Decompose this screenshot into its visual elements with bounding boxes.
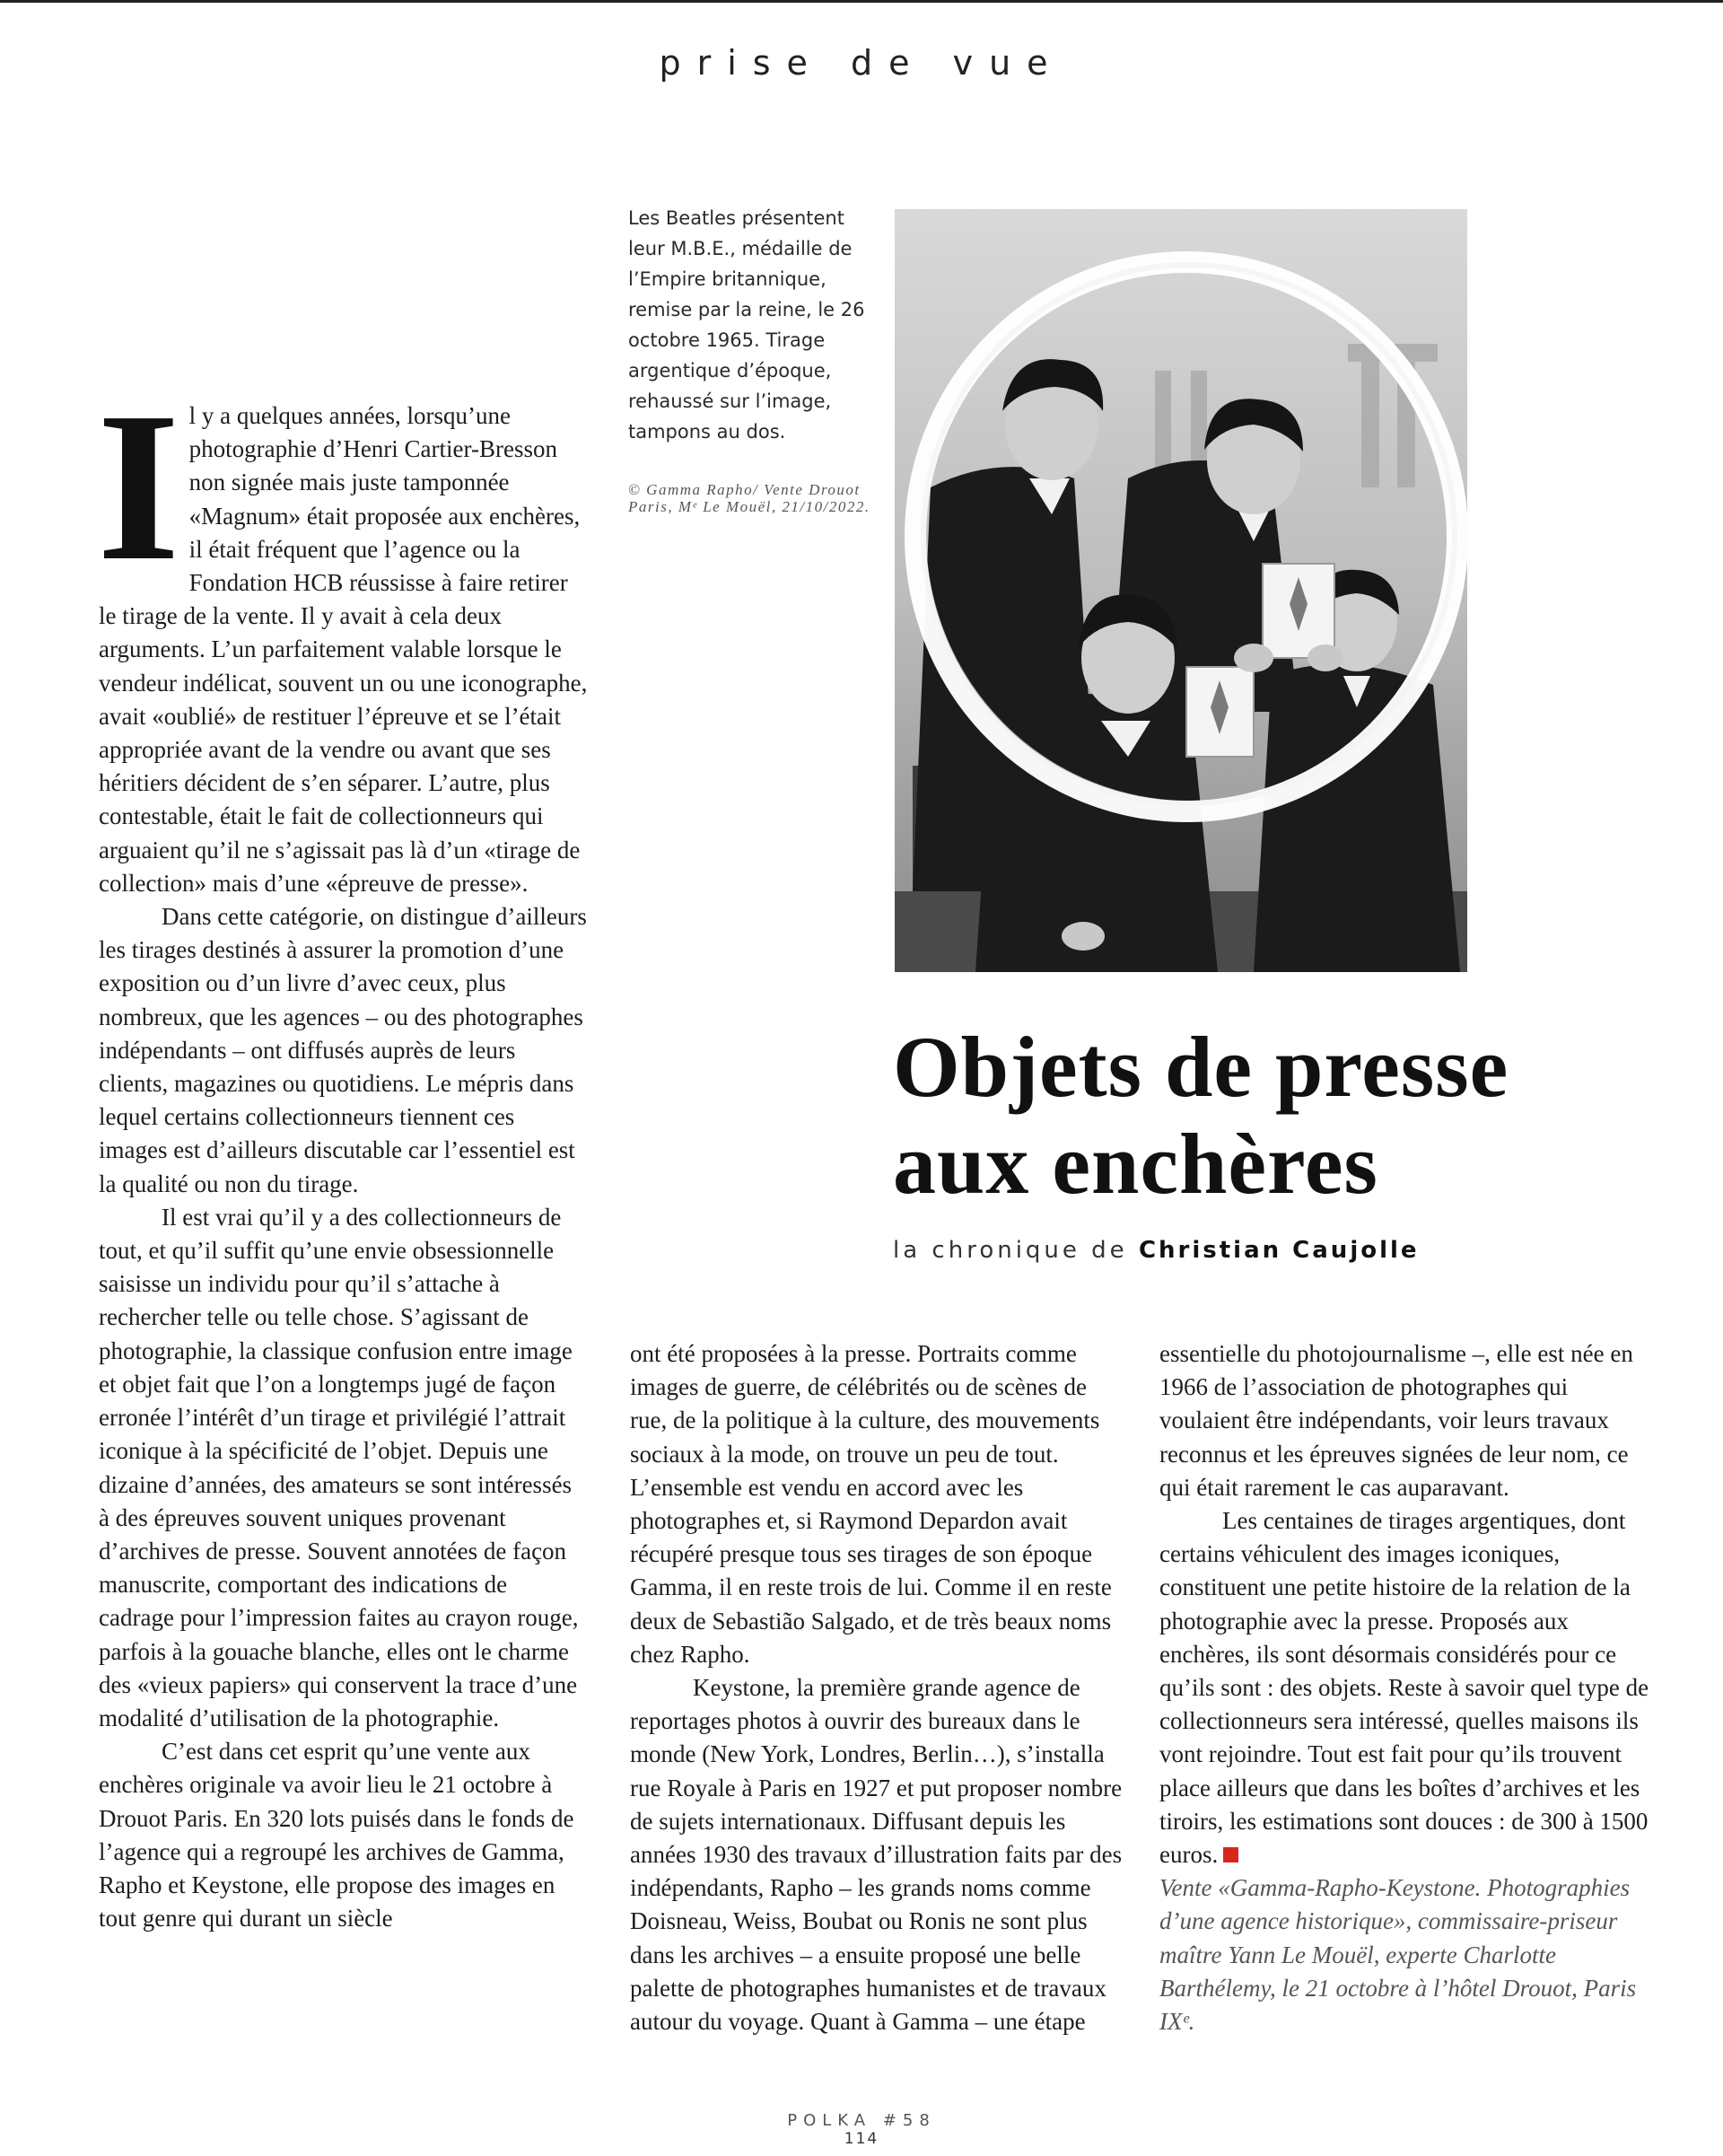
- body-column-2: [630, 1337, 1128, 2038]
- photo-caption: Les Beatles présentent leur M.B.E., médaille de l’Empire britannique, remise par la reine, le 26 octobre 1965. Tirage argentique d’époque, rehaussé sur l’image, tampons au dos.: [628, 207, 865, 443]
- body-column-1: [97, 369, 588, 1935]
- photo-illustration: [895, 209, 1467, 972]
- beatles-photo: [895, 209, 1467, 972]
- top-rule: [0, 0, 1723, 3]
- page-number: 114: [844, 2130, 879, 2148]
- byline-prefix: la chronique de: [893, 1237, 1128, 1264]
- title-line-1: Objets de presse: [893, 1019, 1509, 1115]
- paragraph-4: C’est dans cet esprit qu’une vente aux enchères originale va avoir lieu le 21 octobre à Drouot Paris. En 320 lots puisés dans le fonds de l’agence qui a regroupé les archives de Gamma, Rapho et Keystone, elle propose des images en tout genre qui durant un siècle: [99, 1738, 574, 1933]
- paragraph-2: Dans cette catégorie, on distingue d’ailleurs les tirages destinés à assurer la promotion d’une exposition ou d’un livre d’avec ceux, plus nombreux, que les agences – ou des photographes indépendants – ont diffusés auprès de leurs clients, magazines ou quotidiens. Le mépris dans lequel certains collectionneurs tiennent ces images est d’ailleurs discutable car l’essentiel est la qualité ou non du tirage.: [99, 903, 587, 1197]
- author-name: Christian Caujolle: [1138, 1237, 1420, 1264]
- paragraph-7: essentielle du photojournalisme –, elle est née en 1966 de l’association de photographes qui voulaient être indépendants, voir leurs travaux reconnus et les épreuves signées de leur nom, ce qui était rarement le cas auparavant.: [1159, 1340, 1633, 1501]
- paragraph-3: Il est vrai qu’il y a des collectionneurs de tout, et qu’il suffit qu’une envie obsessionnelle saisisse un individu pour qu’il s’attache à rechercher telle ou telle chose. S’agissant de photographie, la classique confusion entre image et objet fait que l’on a longtemps jugé de façon erronée l’intérêt d’un tirage et privilégié l’attrait iconique à la spécificité de l’objet. Depuis une dizaine d’années, des amateurs se sont intéressés à des épreuves souvent uniques provenant d’archives de presse. Souvent annotées de façon manuscrite, comportant des indications de cadrage pour l’impression faites au crayon rouge, parfois à la gouache blanche, elles ont le charme des «vieux papiers» qui conservent la trace d’une modalité d’utilisation de la photographie.: [99, 1203, 579, 1731]
- section-rubric: prise de vue: [659, 43, 1064, 83]
- paragraph-8: Les centaines de tirages argentiques, dont certains véhiculent des images iconiques, constituent une petite histoire de la relation de la photographie avec la presse. Proposés aux enchères, ils sont désormais considérés pour ce qu’ils sont : des objets. Reste à savoir quel type de collectionneurs sera intéressé, quelles maisons ils vont rejoindre. Tout est fait pour qu’ils trouvent place ailleurs que dans les boîtes d’archives et les tiroirs, les estimations sont douces : de 300 à 1500 euros.: [1159, 1507, 1649, 1869]
- paragraph-1: l y a quelques années, lorsqu’une photographie d’Henri Cartier-Bresson non signée mais juste tamponnée «Magnum» était proposée aux enchères, il était fréquent que l’agence ou la Fondation HCB réussisse à faire retirer le tirage de la vente. Il y avait à cela deux arguments. L’un parfaitement valable lorsque le vendeur indélicat, souvent un ou une iconographe, avait «oublié» de restituer l’épreuve et se l’était appropriée avant de la vendre ou avant que ses héritiers décident de s’en séparer. L’autre, plus contestable, était le fait de collectionneurs qui arguaient qu’il ne s’agissait pas là d’un «tirage de collection» mais d’une «épreuve de presse».: [99, 402, 588, 897]
- photo-credit: © Gamma Rapho/ Vente Drouot Paris, Mᵉ Le Mouël, 21/10/2022.: [628, 481, 870, 515]
- sale-info: Vente «Gamma-Rapho-Keystone. Photographies d’une agence historique», commissaire-priseur maître Yann Le Mouël, experte Charlotte Barthélemy, le 21 octobre à l’hôtel Drouot, Paris IXᵉ.: [1159, 1874, 1637, 2036]
- magazine-issue: POLKA #58: [787, 2111, 936, 2130]
- red-square-icon: [1223, 1847, 1238, 1862]
- byline: [893, 1237, 1701, 1264]
- article-title: [893, 1019, 1701, 1213]
- drop-cap: I: [97, 369, 180, 605]
- title-line-2: aux enchères: [893, 1116, 1378, 1212]
- paragraph-6: Keystone, la première grande agence de reportages photos à ouvrir des bureaux dans le monde (New York, Londres, Berlin…), s’installa rue Royale à Paris en 1927 et put proposer nombre de sujets internationaux. Diffusant depuis les années 1930 des travaux d’illustration faits par des indépendants, Rapho – les grands noms comme Doisneau, Weiss, Boubat ou Ronis ne sont plus dans les archives – a ensuite proposé une belle palette de photographes humanistes et de travaux autour du voyage. Quant à Gamma – une étape: [630, 1674, 1123, 2036]
- paragraph-8-wrap: [1159, 1504, 1653, 1871]
- paragraph-5: ont été proposées à la presse. Portraits comme images de guerre, de célébrités ou de scènes de rue, de la politique à la culture, des mouvements sociaux à la mode, on trouve un peu de tout. L’ensemble est vendu en accord avec les photographes et, si Raymond Depardon avait récupéré presque tous ses tirages de son époque Gamma, il en reste trois de lui. Comme il en reste deux de Sebastião Salgado, et de très beaux noms chez Rapho.: [630, 1340, 1112, 1668]
- body-column-3: [1159, 1337, 1653, 2038]
- page-footer: [0, 2111, 1723, 2148]
